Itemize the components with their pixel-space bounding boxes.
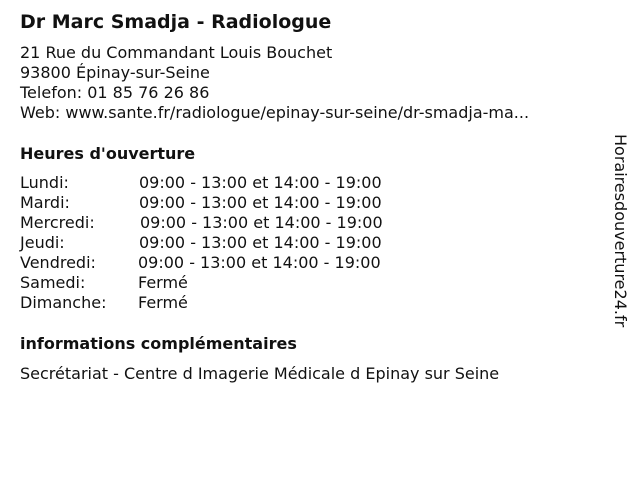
day-label: Mercredi: [20, 213, 95, 232]
time-value: Fermé [138, 293, 188, 312]
info-heading: informations complémentaires [20, 334, 297, 353]
address-block [20, 43, 529, 123]
day-label: Samedi: [20, 273, 86, 292]
day-label: Vendredi: [20, 253, 96, 272]
page-title: Dr Marc Smadja - Radiologue [20, 11, 332, 33]
day-label: Jeudi: [20, 233, 65, 252]
hours-heading: Heures d'ouverture [20, 144, 196, 163]
day-label: Mardi: [20, 193, 70, 212]
day-label: Lundi: [20, 173, 69, 192]
time-value: Fermé [138, 273, 188, 292]
city-postcode: 93800 Épinay-sur-Seine [20, 63, 210, 82]
day-label: Dimanche: [20, 293, 107, 312]
time-value: 09:00 - 13:00 et 14:00 - 19:00 [138, 253, 381, 272]
phone-number: Telefon: 01 85 76 26 86 [20, 83, 210, 102]
time-value: 09:00 - 13:00 et 14:00 - 19:00 [139, 173, 382, 192]
website-link[interactable]: Web: www.sante.fr/radiologue/epinay-sur-seine/dr-smadja-ma... [20, 103, 530, 122]
street-address: 21 Rue du Commandant Louis Bouchet [20, 43, 333, 62]
time-value: 09:00 - 13:00 et 14:00 - 19:00 [139, 233, 382, 252]
info-text: Secrétariat - Centre d Imagerie Médicale d Epinay sur Seine [20, 364, 500, 383]
time-value: 09:00 - 13:00 et 14:00 - 19:00 [140, 213, 383, 232]
time-value: 09:00 - 13:00 et 14:00 - 19:00 [139, 193, 382, 212]
site-watermark: Horairesdouverture24.fr [611, 134, 630, 328]
